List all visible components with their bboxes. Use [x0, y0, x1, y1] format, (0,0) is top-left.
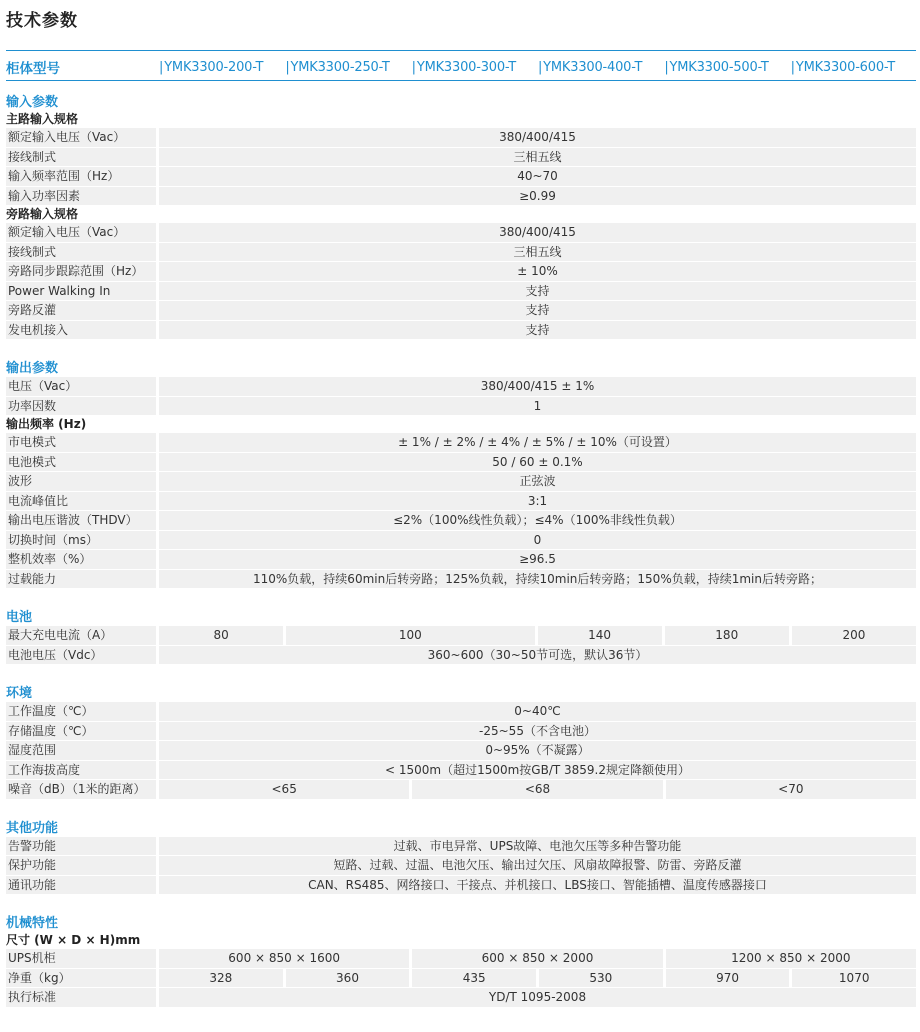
- spec-row: [6, 492, 916, 512]
- row-value: 600 × 850 × 1600: [159, 949, 409, 969]
- row-label: 执行标准: [6, 988, 156, 1008]
- row-value: 短路、过载、过温、电池欠压、输出过欠压、风扇故障报警、防雷、旁路反灌: [159, 856, 916, 876]
- spec-row: [6, 301, 916, 321]
- row-value: 100: [286, 626, 534, 646]
- row-label: 湿度范围: [6, 741, 156, 761]
- row-label: 功率因数: [6, 397, 156, 417]
- row-value: 正弦波: [159, 472, 916, 492]
- row-label: 最大充电电流（A）: [6, 626, 156, 646]
- row-value: ± 10%: [159, 262, 916, 282]
- spec-row: [6, 741, 916, 761]
- row-label: UPS机柜: [6, 949, 156, 969]
- spec-row: [6, 570, 916, 590]
- spec-row: [6, 722, 916, 742]
- row-value: 40~70: [159, 167, 916, 187]
- row-value: 支持: [159, 321, 916, 341]
- row-label: 旁路反灌: [6, 301, 156, 321]
- spec-row: [6, 262, 916, 282]
- spec-row: [6, 243, 916, 263]
- row-label: 发电机接入: [6, 321, 156, 341]
- row-value: <65: [159, 780, 409, 800]
- subsection-title-size: 尺寸 (W × D × H)mm: [6, 933, 141, 947]
- row-value: <70: [666, 780, 916, 800]
- row-value: 50 / 60 ± 0.1%: [159, 453, 916, 473]
- row-value: 三相五线: [159, 243, 916, 263]
- row-label: 输入频率范围（Hz）: [6, 167, 156, 187]
- row-value: -25~55（不含电池）: [159, 722, 916, 742]
- section-title-mechanical: 机械特性: [6, 916, 59, 931]
- row-value: 1070: [792, 969, 916, 989]
- row-label: 输出电压谐波（THDV）: [6, 511, 156, 531]
- spec-row: [6, 148, 916, 168]
- model-name: YMK3300-250-T: [290, 59, 390, 75]
- spec-row-charge-current: [6, 626, 916, 646]
- row-label: 电压（Vac）: [6, 377, 156, 397]
- row-value: 380/400/415: [159, 128, 916, 148]
- spec-row: [6, 472, 916, 492]
- spec-table: [6, 94, 916, 1008]
- spec-row: [6, 550, 916, 570]
- spec-row-battery-voltage: [6, 646, 916, 666]
- section-title-output: 输出参数: [6, 361, 59, 376]
- row-label: Power Walking In: [6, 282, 156, 302]
- row-value: 1: [159, 397, 916, 417]
- row-value: 0~40℃: [159, 702, 916, 722]
- row-value: 0: [159, 531, 916, 551]
- subsection-title-freq: 输出频率 (Hz): [6, 417, 87, 431]
- row-value: 360~600（30~50节可选，默认36节）: [159, 646, 916, 666]
- row-label: 波形: [6, 472, 156, 492]
- spec-row: [6, 761, 916, 781]
- model-header: [6, 56, 916, 78]
- row-label: 存储温度（℃）: [6, 722, 156, 742]
- row-value: 970: [666, 969, 790, 989]
- row-label: 工作海拔高度: [6, 761, 156, 781]
- spec-row: [6, 531, 916, 551]
- spec-row: [6, 321, 916, 341]
- row-value: 过载、市电异常、UPS故障、电池欠压等多种告警功能: [159, 837, 916, 857]
- row-value: ± 1% / ± 2% / ± 4% / ± 5% / ± 10%（可设置）: [159, 433, 916, 453]
- row-value: 80: [159, 626, 283, 646]
- row-value: 180: [665, 626, 789, 646]
- row-label: 净重（kg）: [6, 969, 156, 989]
- spec-row: [6, 397, 916, 417]
- row-label: 旁路同步跟踪范围（Hz）: [6, 262, 156, 282]
- model-name: YMK3300-500-T: [669, 59, 769, 75]
- model-list: | YMK3300-200-T | YMK3300-250-T | YMK3300-300-T | YMK3300-400-T | YMK3300-500-T | YMK3300-600-T: [158, 60, 916, 75]
- row-label: 市电模式: [6, 433, 156, 453]
- spec-row-standard: [6, 988, 916, 1008]
- row-label: 保护功能: [6, 856, 156, 876]
- page-title: 技术参数: [6, 11, 78, 31]
- row-value: 380/400/415 ± 1%: [159, 377, 916, 397]
- row-value: ≥96.5: [159, 550, 916, 570]
- spec-row: [6, 433, 916, 453]
- row-label: 额定输入电压（Vac）: [6, 128, 156, 148]
- spec-row: [6, 128, 916, 148]
- row-value: 三相五线: [159, 148, 916, 168]
- row-value: 支持: [159, 301, 916, 321]
- row-label: 通讯功能: [6, 876, 156, 896]
- subsection-title-bypass: 旁路输入规格: [6, 207, 79, 221]
- row-value: 3:1: [159, 492, 916, 512]
- spec-row: [6, 511, 916, 531]
- spec-row: [6, 856, 916, 876]
- spec-row: [6, 377, 916, 397]
- row-label: 电流峰值比: [6, 492, 156, 512]
- spec-row-weight: [6, 969, 916, 989]
- row-label: 工作温度（℃）: [6, 702, 156, 722]
- spec-row: [6, 223, 916, 243]
- spec-row-ups-cabinet: [6, 949, 916, 969]
- model-name: YMK3300-400-T: [543, 59, 643, 75]
- row-value: 380/400/415: [159, 223, 916, 243]
- row-value: 200: [792, 626, 916, 646]
- row-label: 接线制式: [6, 148, 156, 168]
- row-label: 告警功能: [6, 837, 156, 857]
- spec-row: [6, 453, 916, 473]
- row-value: < 1500m（超过1500m按GB/T 3859.2规定降额使用）: [159, 761, 916, 781]
- row-value: CAN、RS485、网络接口、干接点、并机接口、LBS接口、智能插槽、温度传感器接口: [159, 876, 916, 896]
- row-value: 328: [159, 969, 283, 989]
- row-value: 110%负载，持续60min后转旁路；125%负载，持续10min后转旁路；150%负载，持续1min后转旁路；: [159, 570, 916, 590]
- row-label: 额定输入电压（Vac）: [6, 223, 156, 243]
- row-value: 530: [539, 969, 663, 989]
- spec-row: [6, 702, 916, 722]
- row-label: 整机效率（%）: [6, 550, 156, 570]
- row-value: ≤2%（100%线性负载）；≤4%（100%非线性负载）: [159, 511, 916, 531]
- spec-row-noise: [6, 780, 916, 800]
- row-label: 输入功率因素: [6, 187, 156, 207]
- row-value: 1200 × 850 × 2000: [666, 949, 916, 969]
- model-name: YMK3300-300-T: [416, 59, 516, 75]
- model-name: YMK3300-600-T: [795, 59, 895, 75]
- spec-row: [6, 876, 916, 896]
- row-value: 支持: [159, 282, 916, 302]
- row-value: 600 × 850 × 2000: [412, 949, 662, 969]
- row-value: 140: [538, 626, 662, 646]
- section-title-other: 其他功能: [6, 820, 59, 836]
- row-value: 0~95%（不凝露）: [159, 741, 916, 761]
- spec-row: [6, 282, 916, 302]
- row-value: ≥0.99: [159, 187, 916, 207]
- model-label: 柜体型号: [6, 61, 60, 77]
- row-value: YD/T 1095-2008: [159, 988, 916, 1008]
- row-label: 接线制式: [6, 243, 156, 263]
- section-title-battery: 电池: [6, 610, 33, 625]
- spec-row: [6, 187, 916, 207]
- section-title-environment: 环境: [6, 686, 33, 701]
- subsection-title-main: 主路输入规格: [6, 112, 79, 126]
- row-label: 切换时间（ms）: [6, 531, 156, 551]
- spec-row: [6, 837, 916, 857]
- row-label: 电池模式: [6, 453, 156, 473]
- row-label: 过载能力: [6, 570, 156, 590]
- row-value: 360: [286, 969, 410, 989]
- row-label: 噪音（dB）（1米的距离）: [6, 780, 156, 800]
- row-value: 435: [412, 969, 536, 989]
- model-name: YMK3300-200-T: [164, 59, 264, 75]
- row-label: 电池电压（Vdc）: [6, 646, 156, 666]
- divider: [6, 50, 916, 51]
- divider: [6, 80, 916, 81]
- spec-row: [6, 167, 916, 187]
- row-value: <68: [412, 780, 662, 800]
- section-title-input: 输入参数: [6, 95, 59, 110]
